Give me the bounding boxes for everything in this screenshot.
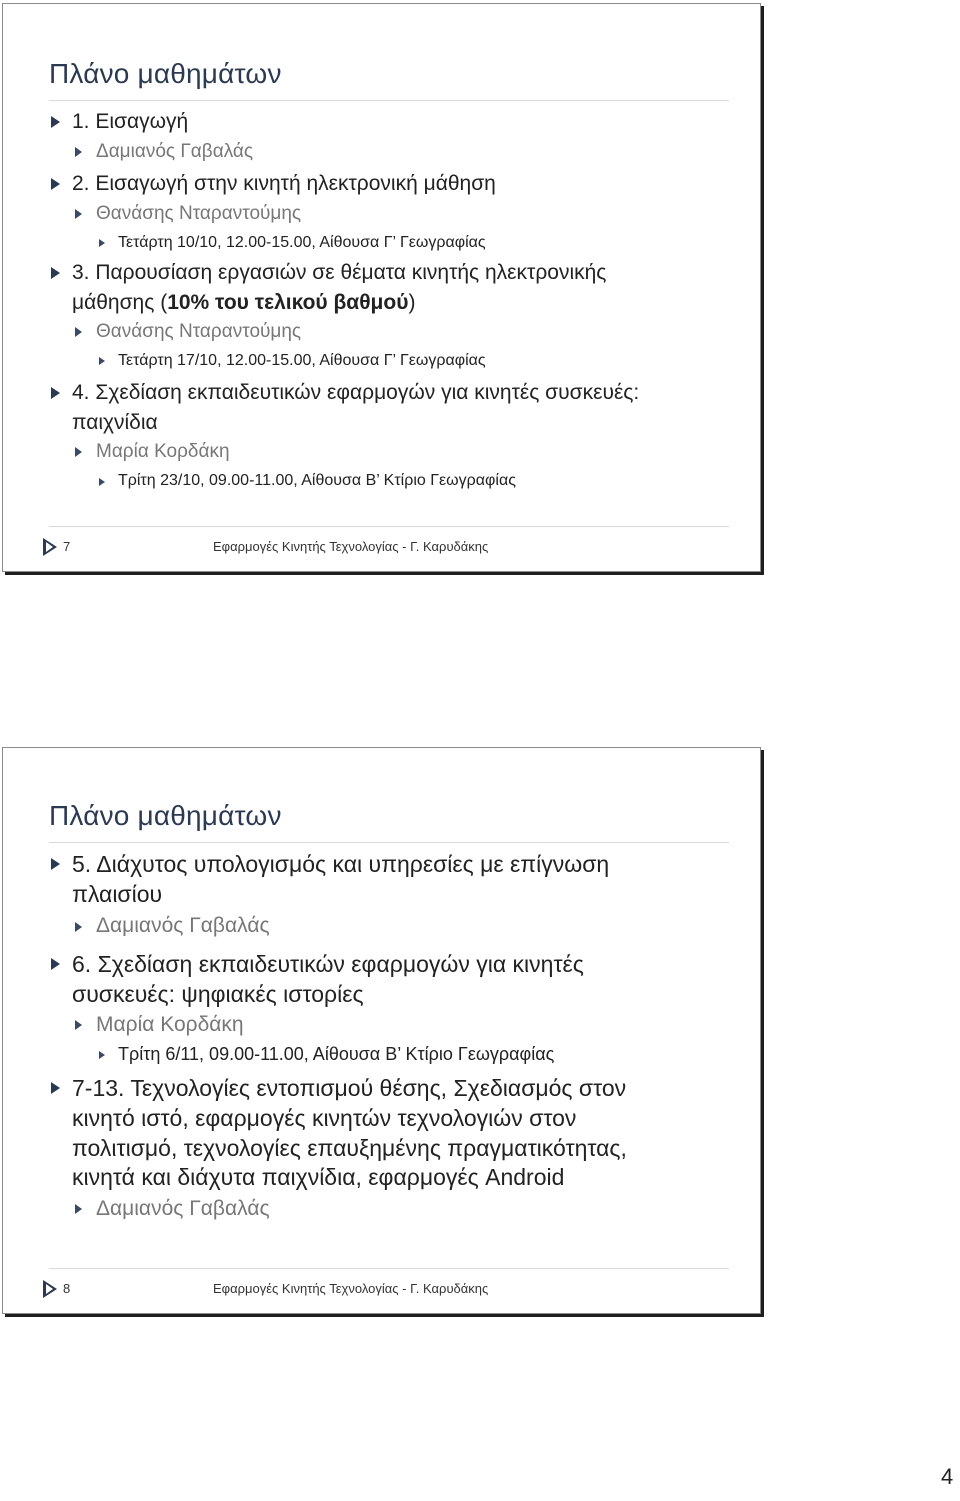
bullet-arrow-icon [51,116,60,128]
slide-8 [2,747,761,1314]
bullet-arrow-icon [75,922,82,932]
grade-weight: 10% του τελικού βαθμού [167,291,409,314]
bullet-arrow-icon [51,267,60,279]
bullet-arrow-icon [99,478,105,486]
lesson-item: 1. Εισαγωγή [72,110,189,133]
title-divider [49,100,729,101]
lesson-speaker: Δαμιανός Γαβαλάς [96,141,254,162]
bullet-arrow-icon [75,147,82,157]
lesson-item: 2. Εισαγωγή στην κινητή ηλεκτρονική μάθηση [72,172,496,195]
lesson-item: 7-13. Τεχνολογίες εντοπισμού θέσης, Σχεδιασμός στον [72,1075,627,1101]
lesson-item-continued: παιχνίδια [72,411,158,434]
bullet-arrow-icon [75,1020,82,1030]
lesson-text: μάθησης ( [72,291,168,314]
lesson-schedule: Τετάρτη 17/10, 12.00-15.00, Αίθουσα Γ’ Γεωγραφίας [118,352,486,369]
bullet-arrow-icon [51,178,60,190]
lesson-schedule: Τετάρτη 10/10, 12.00-15.00, Αίθουσα Γ’ Γεωγραφίας [118,234,486,251]
bullet-arrow-icon [99,357,105,365]
bullet-arrow-icon [75,447,82,457]
slide-title: Πλάνο μαθημάτων [49,800,282,831]
title-divider [49,842,729,843]
bullet-arrow-icon [99,239,105,247]
lesson-speaker: Μαρία Κορδάκη [96,1013,244,1036]
lesson-item-continued: συσκευές: ψηφιακές ιστορίες [72,981,364,1007]
lesson-schedule: Τρίτη 6/11, 09.00-11.00, Αίθουσα Β’ Κτίριο Γεωγραφίας [118,1044,555,1064]
bullet-arrow-icon [51,387,60,399]
lesson-item-continued: πλαισίου [72,881,163,907]
bullet-arrow-icon [51,858,60,870]
lesson-speaker: Θανάσης Νταραντούμης [96,321,302,342]
slide-title: Πλάνο μαθημάτων [49,58,282,89]
footer-divider [49,1268,729,1269]
lesson-item-continued: κινητό ιστό, εφαρμογές κινητών τεχνολογιών στον [72,1105,577,1131]
bullet-arrow-icon [99,1051,105,1059]
footer-arrow-icon [43,538,57,556]
lesson-speaker: Δαμιανός Γαβαλάς [96,1197,270,1220]
lesson-speaker: Μαρία Κορδάκη [96,441,230,462]
lesson-item: 4. Σχεδίαση εκπαιδευτικών εφαρμογών για κινητές συσκευές: [72,381,640,404]
slide-number: 7 [63,539,71,554]
slide-number: 8 [63,1281,71,1296]
slide-7 [2,3,761,572]
lesson-item: 6. Σχεδίαση εκπαιδευτικών εφαρμογών για κινητές [72,951,584,977]
lesson-speaker: Δαμιανός Γαβαλάς [96,914,270,937]
bullet-arrow-icon [75,209,82,219]
footer-text: Εφαρμογές Κινητής Τεχνολογίας - Γ. Καρυδάκης [213,1281,489,1296]
lesson-item: 3. Παρουσίαση εργασιών σε θέματα κινητής ηλεκτρονικής [72,261,607,284]
lesson-item-continued: κινητά και διάχυτα παιχνίδια, εφαρμογές Android [72,1164,565,1190]
lesson-item-continued: πολιτισμό, τεχνολογίες επαυξημένης πραγματικότητας, [72,1135,627,1161]
footer-text: Εφαρμογές Κινητής Τεχνολογίας - Γ. Καρυδάκης [213,539,489,554]
bullet-arrow-icon [51,1082,60,1094]
bullet-arrow-icon [51,958,60,970]
bullet-arrow-icon [75,1204,82,1214]
lesson-item: 5. Διάχυτος υπολογισμός και υπηρεσίες με επίγνωση [72,851,610,877]
footer-arrow-icon [43,1280,57,1298]
lesson-text: ) [408,291,416,314]
page-number: 4 [941,1464,954,1489]
bullet-arrow-icon [75,327,82,337]
footer-divider [49,526,729,527]
lesson-schedule: Τρίτη 23/10, 09.00-11.00, Αίθουσα Β’ Κτίριο Γεωγραφίας [118,472,516,489]
lesson-speaker: Θανάσης Νταραντούμης [96,203,302,224]
lesson-item-continued [72,288,415,318]
